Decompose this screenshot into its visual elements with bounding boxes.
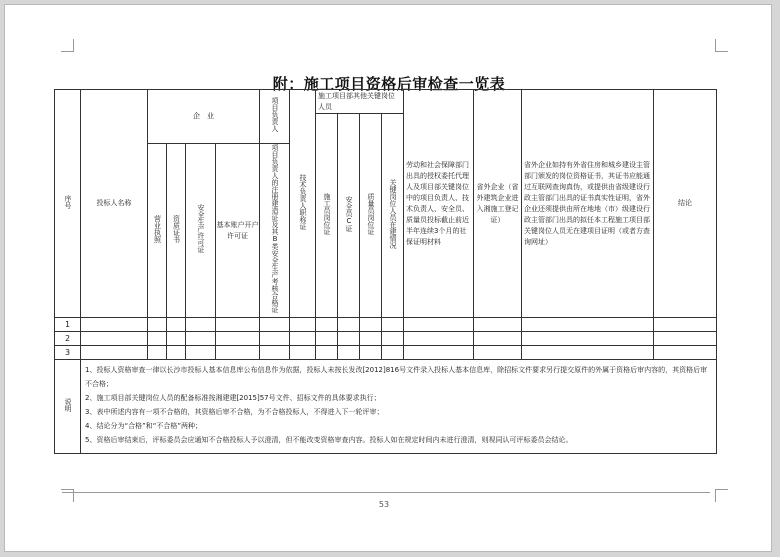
header-tech-lead: 技术负责人职称证: [290, 90, 316, 318]
header-pm-group: 项目负责人: [260, 90, 290, 144]
header-construction-staff: 施工员岗位证: [316, 114, 338, 318]
notes-label: 说明: [55, 360, 81, 454]
note-item: 3、表中所述内容有一项不合格的，其资格后审不合格，为不合格投标人，不得进入下一轮评审；: [85, 408, 384, 416]
note-item: 2、施工项目部关键岗位人员的配备标准按湘建建[2015]57号文件、招标文件的具体要求执行；: [85, 394, 381, 402]
notes-body: [81, 360, 717, 454]
header-qualification: 资质证书: [167, 144, 186, 318]
crop-mark: [61, 39, 74, 52]
header-key-cert: 关键岗位人员在建情况: [382, 114, 404, 318]
header-conclusion: 结论: [654, 90, 717, 318]
header-social-security: 劳动和社会保障部门出具的授权委托代理人及项目部关键岗位中的项目负责人、技术负责人、安全员、质量员投标截止前近半年连续3个月的社保证明材料: [404, 90, 474, 318]
header-license: 营业执照: [148, 144, 167, 318]
table-row: 2: [55, 332, 717, 346]
checklist-table: [54, 89, 717, 454]
note-item: 4、结论分为“合格”和“不合格”两种；: [85, 422, 202, 430]
header-safety-staff: 安全员C证: [338, 114, 360, 318]
header-out-province: 省外企业（省外建筑企业进入湘施工登记证）: [474, 90, 522, 318]
header-pm-sub: 项目负责人的注册建造证及其B类安全生产考核合格证: [260, 144, 290, 318]
crop-mark: [715, 39, 728, 52]
header-enterprise: 企 业: [148, 90, 260, 144]
header-verification: 省外企业如持有外省住房和城乡建设主管部门颁发的岗位资格证书，其证书应能通过互联网查询真伪，或提供由省级建设行政主管部门出具的证书真实性证明，省外企业还须提供由所在地地（市）级建设行政主管部门出具的拟任本工程施工项目部关键岗位人员无在建项目证明（或者方查询网址）: [522, 90, 654, 318]
header-quality-staff: 质量员岗位证: [360, 114, 382, 318]
header-bank-permit: 基本账户开户许可证: [216, 144, 260, 318]
footer-divider: [62, 492, 710, 493]
header-bidder: 投标人名称: [81, 90, 148, 318]
page-number: 53: [378, 500, 390, 509]
header-key-group: 施工项目部其他关键岗位人员: [316, 90, 404, 114]
note-item: 1、投标人资格审查一律以长沙市投标人基本信息库公布信息作为依据，投标人未按长发改[2012]816号文件录入投标人基本信息库，除招标文件要求另行提交原件的外属于资格后审内容的，其资格后审不合格；: [85, 366, 708, 388]
header-safety-permit: 安全生产许可证: [186, 144, 216, 318]
note-item: 5、资格后审结束后，评标委员会应通知不合格投标人予以澄清，但不能改变资格审查内容。投标人如在规定时间内未进行澄清，则视同认可评标委员会结论。: [85, 436, 573, 444]
table-row: 1: [55, 318, 717, 332]
header-seq: 序号: [55, 90, 81, 318]
page-title: 附：施工项目资格后审检查一览表: [272, 75, 506, 93]
table-row: 3: [55, 346, 717, 360]
